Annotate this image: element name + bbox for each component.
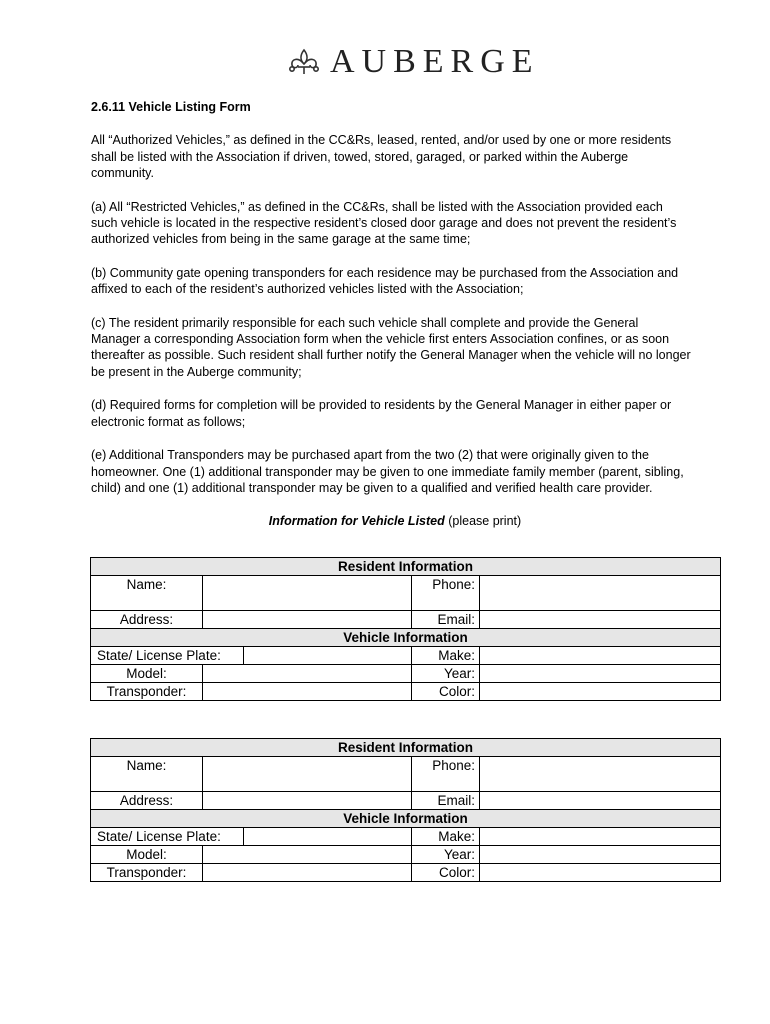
- info-caption-bold: Information for Vehicle Listed: [268, 514, 445, 529]
- make-label: Make:: [412, 828, 480, 846]
- year-field[interactable]: [480, 665, 721, 683]
- resident-info-header: Resident Information: [91, 739, 721, 757]
- model-field[interactable]: [203, 846, 412, 864]
- phone-field[interactable]: [480, 757, 721, 792]
- model-label: Model:: [91, 665, 203, 683]
- make-label: Make:: [412, 647, 480, 665]
- transponder-label: Transponder:: [91, 864, 203, 882]
- paragraph-e: (e) Additional Transponders may be purchased apart from the two (2) that were originally given to the homeowner. One (1) additional transponder may be given to one immediate family member (parent, sibling, child) and one (1) additional transponder may be given to a qualified and verified health care provider.: [91, 448, 684, 495]
- color-field[interactable]: [480, 683, 721, 701]
- phone-label: Phone:: [412, 576, 480, 611]
- transponder-field[interactable]: [203, 864, 412, 882]
- year-field[interactable]: [480, 846, 721, 864]
- address-label: Address:: [91, 792, 203, 810]
- color-label: Color:: [412, 683, 480, 701]
- vehicle-form-1: [90, 557, 721, 701]
- document-body: [91, 99, 691, 530]
- fleur-de-lis-icon: [286, 47, 322, 77]
- color-field[interactable]: [480, 864, 721, 882]
- color-label: Color:: [412, 864, 480, 882]
- year-label: Year:: [412, 665, 480, 683]
- email-field[interactable]: [480, 792, 721, 810]
- paragraph-a: (a) All “Restricted Vehicles,” as defined in the CC&Rs, shall be listed with the Association provided each such vehicle is located in the respective resident’s closed door garage and does not prevent the resident’s authorized vehicles from being in the same garage at the same time;: [91, 199, 677, 247]
- address-label: Address:: [91, 611, 203, 629]
- paragraph-d: (d) Required forms for completion will be provided to residents by the General Manager in either paper or electronic format as follows;: [91, 398, 672, 429]
- transponder-field[interactable]: [203, 683, 412, 701]
- year-label: Year:: [412, 846, 480, 864]
- model-field[interactable]: [203, 665, 412, 683]
- vehicle-form-2: [90, 738, 721, 882]
- address-field[interactable]: [203, 792, 412, 810]
- form-heading: 2.6.11 Vehicle Listing Form: [91, 100, 251, 114]
- model-label: Model:: [91, 846, 203, 864]
- vehicle-info-header: Vehicle Information: [91, 810, 721, 828]
- transponder-label: Transponder:: [91, 683, 203, 701]
- address-field[interactable]: [203, 611, 412, 629]
- paragraph-c: (c) The resident primarily responsible for each such vehicle shall complete and provide the General Manager a corresponding Association form when the vehicle first enters Association confines, or as soon thereafter as possible. Such resident shall further notify the General Manager when the vehicle will no longer be present in the Auberge community;: [91, 315, 691, 379]
- auberge-logo: [286, 44, 540, 80]
- email-label: Email:: [412, 792, 480, 810]
- vehicle-info-header: Vehicle Information: [91, 629, 721, 647]
- state-plate-label: State/ License Plate:: [91, 828, 244, 846]
- phone-label: Phone:: [412, 757, 480, 792]
- brand-name: AUBERGE: [330, 43, 540, 80]
- paragraph-intro: All “Authorized Vehicles,” as defined in the CC&Rs, leased, rented, and/or used by one or more residents shall be listed with the Association if driven, towed, stored, garaged, or parked within the Auberge community.: [91, 133, 672, 181]
- make-field[interactable]: [480, 647, 721, 665]
- make-field[interactable]: [480, 828, 721, 846]
- phone-field[interactable]: [480, 576, 721, 611]
- resident-info-header: Resident Information: [91, 558, 721, 576]
- state-plate-label: State/ License Plate:: [91, 647, 244, 665]
- info-caption: [91, 513, 691, 529]
- state-plate-field[interactable]: [244, 647, 412, 665]
- name-label: Name:: [91, 757, 203, 792]
- state-plate-field[interactable]: [244, 828, 412, 846]
- paragraph-b: (b) Community gate opening transponders for each residence may be purchased from the Association and affixed to each of the resident’s authorized vehicles listed with the Association;: [91, 265, 679, 297]
- info-caption-rest: (please print): [444, 514, 522, 529]
- name-field[interactable]: [203, 757, 412, 792]
- name-label: Name:: [91, 576, 203, 611]
- email-field[interactable]: [480, 611, 721, 629]
- email-label: Email:: [412, 611, 480, 629]
- name-field[interactable]: [203, 576, 412, 611]
